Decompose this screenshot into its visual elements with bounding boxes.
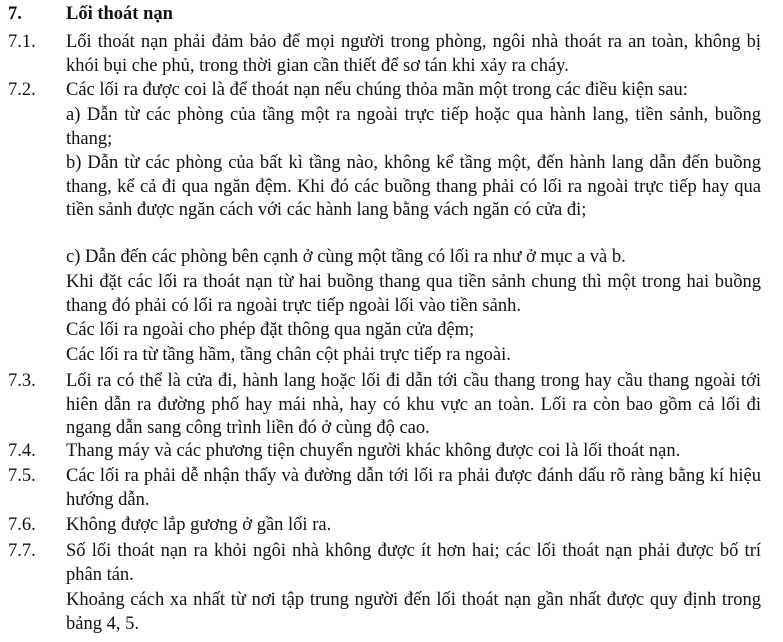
clause-paragraph: Các lối ra được coi là để thoát nạn nếu chúng thỏa mãn một trong các điều kiện sau: xyxy=(66,80,688,100)
clause-number: 7.7. xyxy=(8,541,36,561)
clause-number: 7.1. xyxy=(8,32,36,52)
clause-number: 7.6. xyxy=(8,515,36,535)
clause-paragraph: Các lối ra từ tầng hầm, tầng chân cột phải trực tiếp ra ngoài. xyxy=(66,345,511,365)
clause-paragraph: a) Dẫn từ các phòng của tầng một ra ngoài trực tiếp hoặc qua hành lang, tiền sảnh, buồng thang; xyxy=(66,105,761,149)
clause-paragraph: Thang máy và các phương tiện chuyển người khác không được coi là lối thoát nạn. xyxy=(66,441,681,461)
clause-number: 7.2. xyxy=(8,80,36,100)
clause-paragraph: b) Dẫn từ các phòng của bất kì tầng nào, không kể tầng một, đến hành lang dẫn đến buồng thang, kể cả đi qua ngăn đệm. Khi đó các buồng thang phải có lối ra ngoài trực tiếp hay qua tiền sảnh được ngăn cách với các hành lang bằng vách ngăn có cửa đi; xyxy=(66,153,761,220)
clause-number: 7.4. xyxy=(8,441,36,461)
section-title: Lối thoát nạn xyxy=(66,4,173,24)
clause-number: 7.3. xyxy=(8,371,36,391)
clause-paragraph: Lối ra có thể là cửa đi, hành lang hoặc lối đi dẫn tới cầu thang trong hay cầu thang ngoài tới hiên dẫn ra đường phố hay mái nhà, hay có khu vực an toàn. Lối ra còn bao gồm cả lối đi ngang dẫn sang công trình liền đó ở cùng độ cao. xyxy=(66,371,761,438)
clause-paragraph: Khi đặt các lối ra thoát nạn từ hai buồng thang qua tiền sảnh chung thì một trong hai buồng thang đó phải có lối ra ngoài trực tiếp ngoài lối vào tiền sảnh. xyxy=(66,272,761,316)
clause-number: 7.5. xyxy=(8,466,36,486)
section-number: 7. xyxy=(8,4,22,24)
clause-paragraph: Khoảng cách xa nhất từ nơi tập trung người đến lối thoát nạn gần nhất được quy định trong bảng 4, 5. xyxy=(66,590,761,634)
clause-paragraph: Các lối ra ngoài cho phép đặt thông qua ngăn cửa đệm; xyxy=(66,320,475,340)
clause-paragraph: Lối thoát nạn phải đảm bảo để mọi người trong phòng, ngôi nhà thoát ra an toàn, không bị khói bụi che phủ, trong thời gian cần thiết để sơ tán khi xảy ra cháy. xyxy=(66,32,761,76)
clause-paragraph: c) Dẫn đến các phòng bên cạnh ở cùng một tầng có lối ra như ở mục a và b. xyxy=(66,247,626,267)
clause-paragraph: Số lối thoát nạn ra khỏi ngôi nhà không được ít hơn hai; các lối thoát nạn phải được bố trí phân tán. xyxy=(66,541,761,585)
clause-paragraph: Không được lắp gương ở gần lối ra. xyxy=(66,515,332,535)
clause-paragraph: Các lối ra phải dễ nhận thấy và đường dẫn tới lối ra phải được đánh dấu rõ ràng bằng kí hiệu hướng dẫn. xyxy=(66,466,761,510)
